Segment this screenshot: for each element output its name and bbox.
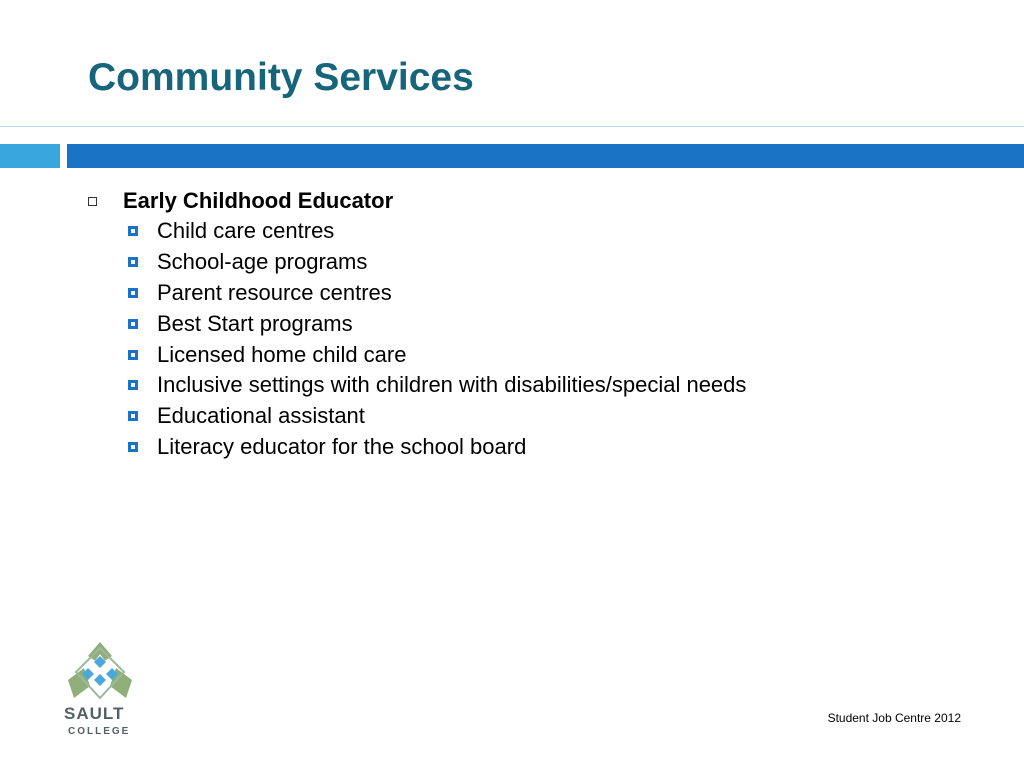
sub-bullet-list	[128, 216, 746, 462]
sault-college-emblem-icon	[62, 640, 138, 704]
sub-bullet-text: Best Start programs	[157, 310, 353, 336]
sub-bullet-text: Parent resource centres	[157, 279, 392, 305]
slide-title: Community Services	[88, 56, 474, 99]
sub-bullet-text: Inclusive settings with children with disabilities/special needs	[157, 372, 747, 398]
sub-bullet-item	[128, 432, 746, 463]
sub-bullet-item	[128, 370, 746, 401]
square-bullet-icon	[128, 319, 138, 329]
main-bullet-text: Early Childhood Educator	[123, 188, 394, 213]
sub-bullet-item	[128, 308, 746, 339]
accent-bar-left	[0, 144, 60, 168]
sub-bullet-text: Literacy educator for the school board	[157, 433, 527, 459]
main-bullet-item	[88, 186, 746, 216]
logo-wordmark-college: COLLEGE	[68, 726, 131, 737]
square-bullet-icon	[128, 442, 138, 452]
square-bullet-icon	[128, 257, 138, 267]
sub-bullet-item	[128, 247, 746, 278]
footer-text: Student Job Centre 2012	[827, 711, 961, 725]
logo-wordmark-sault: SAULT	[64, 704, 125, 723]
square-bullet-icon	[128, 380, 138, 390]
hollow-square-bullet-icon	[88, 197, 97, 206]
sub-bullet-text: Licensed home child care	[157, 341, 407, 367]
sub-bullet-text: Child care centres	[157, 218, 335, 244]
square-bullet-icon	[128, 411, 138, 421]
square-bullet-icon	[128, 288, 138, 298]
sub-bullet-text: Educational assistant	[157, 403, 365, 429]
square-bullet-icon	[128, 350, 138, 360]
sub-bullet-item	[128, 401, 746, 432]
sub-bullet-item	[128, 339, 746, 370]
sub-bullet-item	[128, 278, 746, 309]
square-bullet-icon	[128, 226, 138, 236]
accent-bar-main	[67, 144, 1024, 168]
sub-bullet-text: School-age programs	[157, 249, 368, 275]
sault-college-logo	[62, 640, 138, 744]
title-divider-line	[0, 126, 1024, 127]
sub-bullet-item	[128, 216, 746, 247]
bullet-content	[88, 186, 746, 462]
